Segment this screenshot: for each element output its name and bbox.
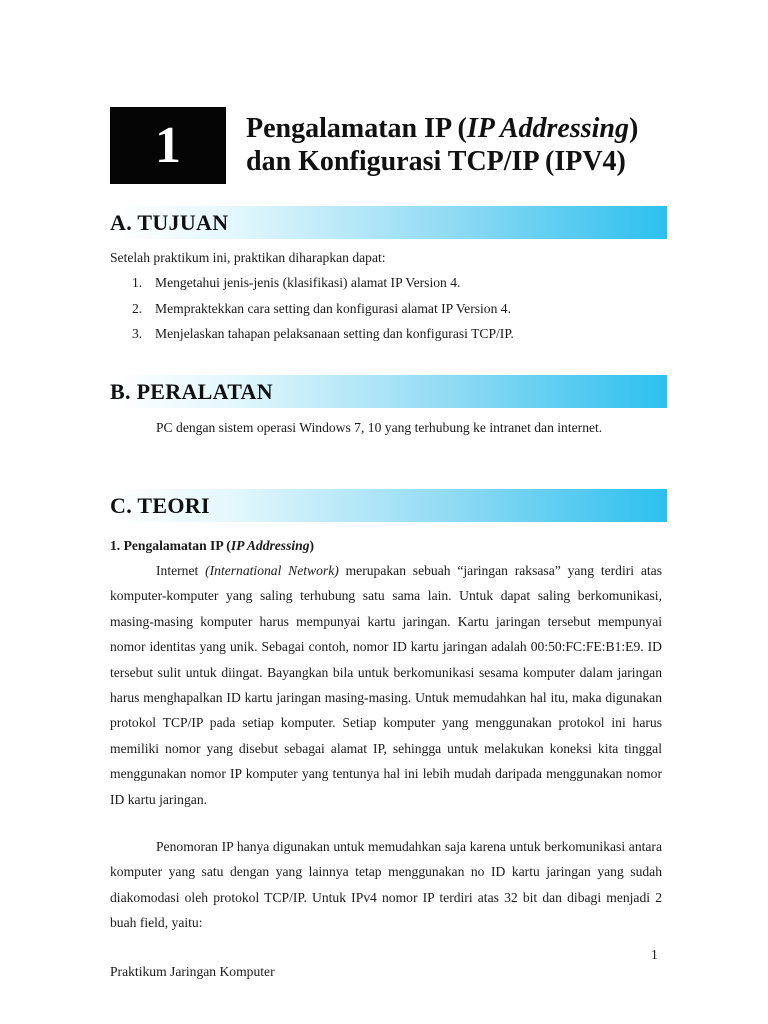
subheading-paren: ) (309, 538, 315, 553)
chapter-title-italic: IP Addressing (466, 113, 629, 144)
section-heading-text: C. TEORI (110, 492, 210, 518)
peralatan-body: PC dengan sistem operasi Windows 7, 10 yang terhubung ke intranet dan internet. (156, 420, 603, 435)
paragraph-text: merupakan sebuah “jaringan raksasa” yang terdiri atas komputer-komputer yang saling terhubung satu sama lain. Untuk dapat saling berkomunikasi, masing-masing komputer harus mempunyai kartu jaringan. Kartu jaringan tersebut mempunyai nomor identitas yang unik. Sebagai contoh, nomor ID kartu jaringan adalah 00:50:FC:FE:B1:E9. ID tersebut sulit untuk diingat. Bayangkan bila untuk berkomunikasi sesama komputer dalam jaringan harus menghapalkan ID kartu jaringan masing-masing. Untuk memudahkan hal itu, maka digunakan protokol TCP/IP pada setiap komputer. Setiap komputer yang menggunakan protokol ini harus memiliki nomor yang disebut sebagai alamat IP, sehingga untuk melakukan koneksi kita tinggal menggunakan nomor IP komputer yang tentunya hal ini lebih mudah daripada menggunakan nomor ID kartu jaringan. (110, 563, 663, 807)
section-heading-text: A. TUJUAN (110, 209, 229, 235)
list-text: Mengetahui jenis-jenis (klasifikasi) alamat IP Version 4. (155, 275, 461, 290)
list-item (110, 296, 670, 322)
chapter-title-text: Pengalamatan IP ( (246, 113, 467, 144)
chapter-title (246, 112, 686, 178)
list-number: 3. (132, 326, 143, 342)
teori-subheading (110, 533, 314, 558)
chapter-title-paren: ) (628, 113, 639, 144)
teori-paragraph-1 (110, 558, 662, 812)
chapter-title-line2: dan Konfigurasi TCP/IP (IPV4) (246, 146, 626, 177)
tujuan-list (110, 270, 670, 347)
paragraph-italic: (International Network) (205, 563, 339, 578)
section-heading-tujuan (110, 206, 667, 239)
section-heading-teori (110, 489, 667, 522)
section-heading-text: B. PERALATAN (110, 378, 273, 404)
list-number: 2. (132, 300, 143, 316)
subheading-italic: IP Addressing (230, 538, 310, 553)
chapter-title-line1 (246, 112, 686, 145)
list-item (110, 321, 670, 347)
list-text: Menjelaskan tahapan pelaksanaan setting dan konfigurasi TCP/IP. (155, 326, 514, 342)
teori-paragraph-2: Penomoran IP hanya digunakan untuk memudahkan saja karena untuk berkomunikasi antara komputer yang satu dengan yang lainnya tetap menggunakan no ID kartu jaringan yang sudah diakomodasi oleh protokol TCP/IP. Untuk IPv4 nomor IP terdiri atas 32 bit dan dibagi menjadi 2 buah field, yaitu: (110, 839, 662, 931)
list-item (110, 270, 670, 296)
section-heading-peralatan (110, 375, 667, 408)
chapter-number: 1 (155, 117, 181, 174)
page-footer: Praktikum Jaringan Komputer (110, 964, 275, 979)
tujuan-intro: Setelah praktikum ini, praktikan diharapkan dapat: (110, 250, 386, 265)
page-number: 1 (651, 947, 658, 962)
chapter-number-box (110, 107, 226, 184)
subheading-text: 1. Pengalamatan IP ( (110, 538, 231, 553)
list-number: 1. (132, 275, 143, 290)
paragraph-text: Internet (156, 563, 206, 578)
list-text: Mempraktekkan cara setting dan konfigurasi alamat IP Version 4. (155, 300, 511, 316)
